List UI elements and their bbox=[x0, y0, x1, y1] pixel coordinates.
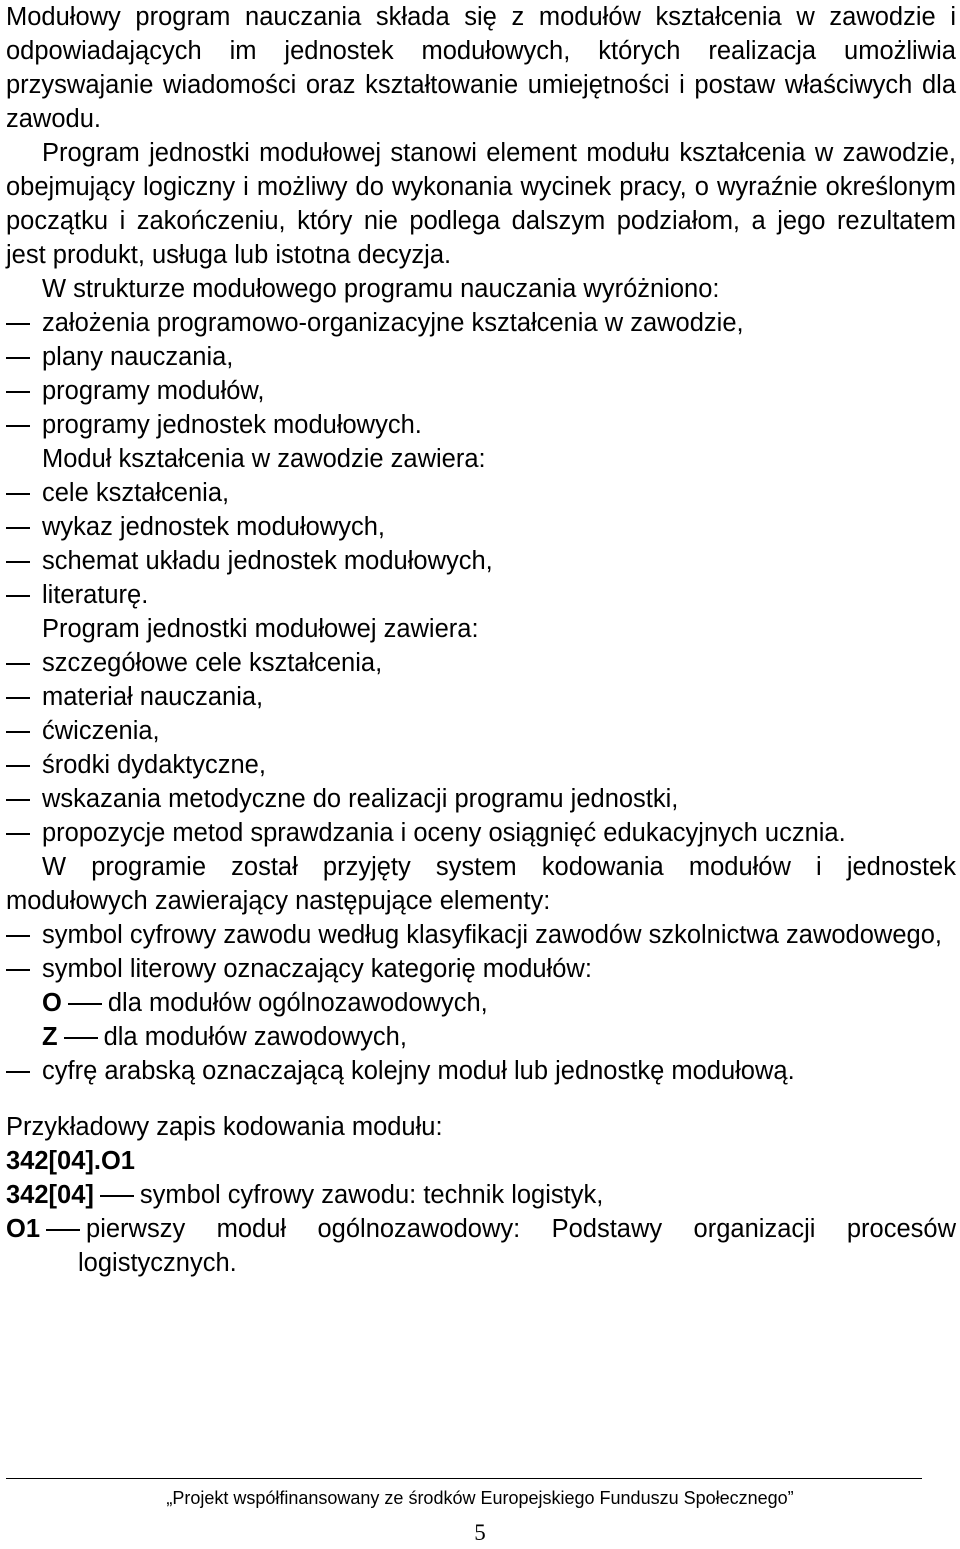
dash-icon bbox=[6, 561, 30, 563]
unit-list bbox=[6, 646, 956, 850]
list-item: programy modułów, bbox=[6, 374, 956, 408]
example-line-1: 342[04] symbol cyfrowy zawodu: technik logistyk, bbox=[6, 1181, 604, 1209]
dash-icon bbox=[6, 697, 30, 699]
list-item: wskazania metodyczne do realizacji programu jednostki, bbox=[6, 782, 956, 816]
dash-icon bbox=[6, 731, 30, 733]
dash-icon bbox=[6, 323, 30, 325]
list-item: cyfrę arabską oznaczającą kolejny moduł lub jednostkę modułową. bbox=[6, 1054, 956, 1088]
list-item: schemat układu jednostek modułowych, bbox=[6, 544, 956, 578]
dash-icon bbox=[6, 833, 30, 835]
category-o-line: O dla modułów ogólnozawodowych, bbox=[42, 989, 488, 1017]
structure-intro: W strukturze modułowego programu nauczania wyróżniono: bbox=[42, 275, 720, 303]
list-item: plany nauczania, bbox=[6, 340, 956, 374]
unit-intro: Program jednostki modułowej zawiera: bbox=[42, 615, 479, 643]
dash-icon bbox=[6, 799, 30, 801]
category-z-line: Z dla modułów zawodowych, bbox=[42, 1023, 407, 1051]
example-line-2: O1 pierwszy moduł ogólnozawodowy: Podstawy organizacji procesów logistycznych. bbox=[6, 1215, 956, 1277]
coding-intro: W programie został przyjęty system kodowania modułów i jednostek modułowych zawierający następujące elementy: bbox=[6, 853, 956, 915]
example-code: 342[04].O1 bbox=[6, 1147, 135, 1175]
footer-divider bbox=[6, 1478, 922, 1479]
dash-icon bbox=[6, 935, 30, 937]
list-item: materiał nauczania, bbox=[6, 680, 956, 714]
dash-icon bbox=[6, 663, 30, 665]
list-item: symbol literowy oznaczający kategorię modułów: bbox=[6, 952, 956, 986]
list-item: ćwiczenia, bbox=[6, 714, 956, 748]
dash-icon bbox=[68, 1003, 102, 1005]
list-item: szczegółowe cele kształcenia, bbox=[6, 646, 956, 680]
paragraph-2: Program jednostki modułowej stanowi element modułu kształcenia w zawodzie, obejmujący logiczny i możliwy do wykonania wycinek pracy, o wyraźnie określonym początku i zakończeniu, który nie podlega dalszym podziałom, a jego rezultatem jest produkt, usługa lub istotna decyzja. bbox=[6, 139, 956, 269]
list-item: wykaz jednostek modułowych, bbox=[6, 510, 956, 544]
list-item: cele kształcenia, bbox=[6, 476, 956, 510]
dash-icon bbox=[6, 391, 30, 393]
dash-icon bbox=[6, 357, 30, 359]
list-item: środki dydaktyczne, bbox=[6, 748, 956, 782]
structure-list bbox=[6, 306, 956, 442]
list-item: propozycje metod sprawdzania i oceny osiągnięć edukacyjnych ucznia. bbox=[6, 816, 956, 850]
dash-icon bbox=[6, 595, 30, 597]
example-title: Przykładowy zapis kodowania modułu: bbox=[6, 1113, 443, 1141]
dash-icon bbox=[6, 425, 30, 427]
dash-icon bbox=[64, 1037, 98, 1039]
list-item: literaturę. bbox=[6, 578, 956, 612]
dash-icon bbox=[6, 493, 30, 495]
dash-icon bbox=[6, 969, 30, 971]
list-item: założenia programowo-organizacyjne kształcenia w zawodzie, bbox=[6, 306, 956, 340]
list-item: programy jednostek modułowych. bbox=[6, 408, 956, 442]
paragraph-1: Modułowy program nauczania składa się z modułów kształcenia w zawodzie i odpowiadających im jednostek modułowych, których realizacja umożliwia przyswajanie wiadomości oraz kształtowanie umiejętności i postaw właściwych dla zawodu. bbox=[6, 3, 956, 133]
page-number: 5 bbox=[474, 1520, 486, 1545]
dash-icon bbox=[46, 1229, 80, 1231]
list-item: symbol cyfrowy zawodu według klasyfikacji zawodów szkolnictwa zawodowego, bbox=[6, 918, 956, 952]
dash-icon bbox=[100, 1195, 134, 1197]
document-body bbox=[6, 0, 956, 1280]
module-intro: Moduł kształcenia w zawodzie zawiera: bbox=[42, 445, 486, 473]
dash-icon bbox=[6, 1071, 30, 1073]
footer-note: „Projekt współfinansowany ze środków Europejskiego Funduszu Społecznego” bbox=[166, 1488, 794, 1508]
dash-icon bbox=[6, 527, 30, 529]
dash-icon bbox=[6, 765, 30, 767]
coding-list bbox=[6, 918, 956, 1088]
module-list bbox=[6, 476, 956, 612]
